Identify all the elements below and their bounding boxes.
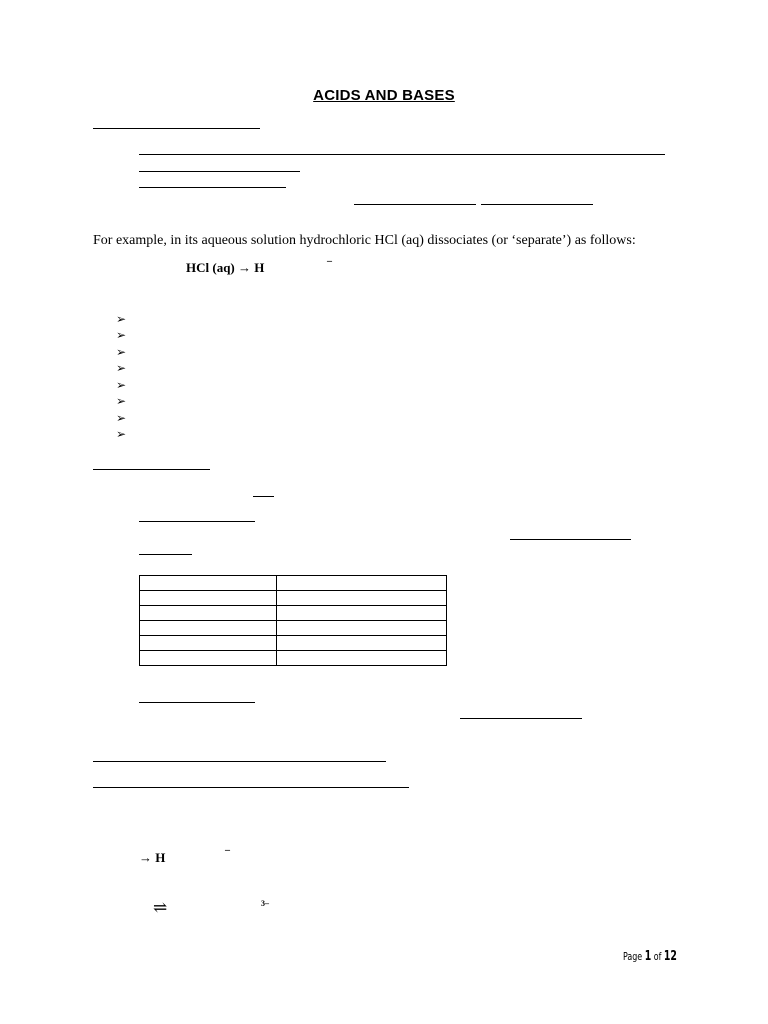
list-item: ➢ (116, 378, 127, 392)
list-item: ➢ (116, 411, 127, 425)
definition-underline (481, 204, 593, 205)
definition-underline (139, 554, 192, 555)
equation-dissociation: HCl (aq) → H (186, 260, 265, 275)
table-row (140, 576, 447, 591)
page-title: ACIDS AND BASES (313, 87, 455, 104)
definition-underline (139, 154, 665, 155)
list-item: ➢ (116, 361, 127, 375)
table-row (140, 636, 447, 651)
page-total: 12 (663, 949, 677, 964)
table-cell (277, 651, 447, 666)
table-cell (277, 576, 447, 591)
table-cell (140, 591, 277, 606)
section-heading-underline (93, 469, 210, 470)
definition-underline (139, 171, 300, 172)
table-row (140, 591, 447, 606)
data-table (139, 575, 447, 666)
list-item: ➢ (116, 312, 127, 326)
table-row (140, 606, 447, 621)
heading-underline (93, 128, 260, 129)
definition-underline (354, 204, 476, 205)
equilibrium-arrow: ⇌ (153, 898, 168, 917)
definition-underline (460, 718, 582, 719)
table-cell (277, 621, 447, 636)
list-item: ➢ (116, 394, 127, 408)
list-item: ➢ (116, 345, 127, 359)
list-item: ➢ (116, 427, 127, 441)
definition-underline (93, 761, 386, 762)
table-cell (140, 651, 277, 666)
definition-underline (93, 787, 409, 788)
table-cell (277, 606, 447, 621)
subheading-underline (139, 702, 255, 703)
definition-underline (510, 539, 631, 540)
table-cell (140, 621, 277, 636)
equation-dissociation: → H (139, 850, 166, 865)
table-cell (277, 636, 447, 651)
table-cell (277, 591, 447, 606)
page-number-footer (623, 949, 677, 964)
table-cell (140, 636, 277, 651)
definition-underline (253, 496, 274, 497)
equation-superscript: – (225, 845, 230, 856)
equation-superscript: – (327, 256, 332, 267)
table-row (140, 651, 447, 666)
page-prefix: Page (623, 950, 645, 963)
subheading-underline (139, 521, 255, 522)
table-cell (140, 576, 277, 591)
list-item: ➢ (116, 328, 127, 342)
definition-underline (139, 187, 286, 188)
page-of: of (651, 950, 664, 963)
page-number: 1 (644, 949, 652, 964)
equation-superscript: 3– (261, 899, 269, 908)
table-cell (140, 606, 277, 621)
table-row (140, 621, 447, 636)
example-paragraph: For example, in its aqueous solution hydrochloric HCl (aq) dissociates (or ‘separate’) as follows: (93, 233, 636, 248)
